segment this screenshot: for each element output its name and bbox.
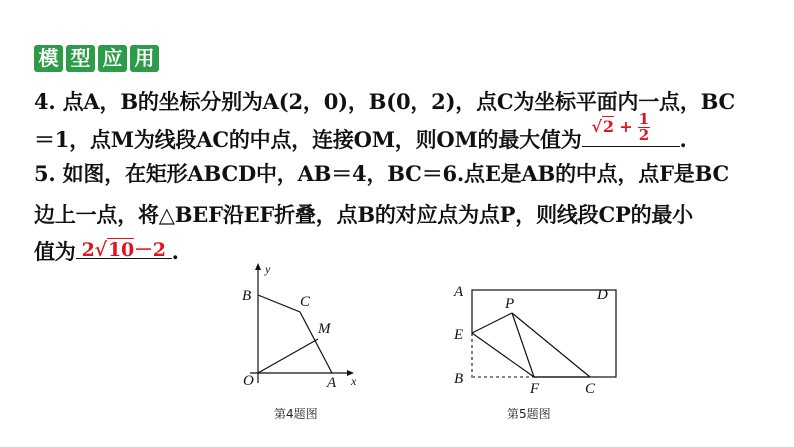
q5-answer-coef: 2 [81,239,95,261]
figure4-diagram [230,255,370,395]
q4-answer-sqrt-sign: √ [591,117,602,136]
label-o: O [243,373,254,389]
q5-answer-radicand: 10 [107,239,134,261]
q5-line3-end: . [171,239,179,264]
label-f: F [530,381,540,397]
q5-line3 [34,236,179,266]
q4-line2-end: . [679,127,687,152]
label-c: C [585,381,596,397]
label-x: x [351,374,357,388]
label-m: M [318,321,331,337]
q5-answer-sqrt-sign: √ [94,239,107,261]
q4-line2-text: ＝1，点M为线段AC的中点，连接OM，则OM的最大值为 [34,127,582,152]
label-p: P [505,296,515,312]
segment-om [258,339,318,373]
q5-answer-blank [76,238,172,259]
label-b: B [242,288,252,304]
figure5-diagram [445,275,625,400]
figure5-caption: 第5题图 [507,407,551,421]
q4-answer-radicand: 2 [602,117,614,136]
y-axis-arrow [255,263,261,270]
label-y: y [265,262,271,276]
q4-answer-fraction [638,112,650,143]
rectangle-abcd [472,290,616,377]
tag-char: 模 [34,45,63,72]
tag-char: 用 [130,45,159,72]
q4-line1: 4. 点A，B的坐标分别为A(2，0)，B(0，2)，点C为坐标平面内一点，BC [34,89,736,114]
tag-char: 应 [98,45,127,72]
label-a: A [454,284,464,300]
q4-answer-denominator: 2 [638,126,650,144]
segment-ep [472,313,512,333]
q5-line1: 5. 如图，在矩形ABCD中，AB＝4，BC＝6.点E是AB的中点，点F是BC [34,161,730,186]
section-tag [34,45,159,72]
q4-answer [592,112,650,143]
figure4-caption: 第4题图 [274,407,318,421]
q4-answer-plus: + [619,117,633,136]
q4-answer-numerator: 1 [638,110,650,128]
label-c: C [300,294,311,310]
label-d: D [597,287,608,303]
label-e: E [454,327,464,343]
q4-answer-blank [582,110,680,147]
q5-answer-minus: －2 [133,239,166,261]
segment-pc [512,313,590,377]
q5-line2: 边上一点，将△BEF沿EF折叠，点B的对应点为点P，则线段CP的最小 [34,202,693,227]
label-b: B [454,371,464,387]
q5-line3-text: 值为 [34,239,76,264]
segment-ef [472,333,534,377]
tag-char: 型 [66,45,95,72]
label-a: A [327,375,337,391]
q4-line2 [34,110,687,154]
q5-answer [82,235,166,262]
